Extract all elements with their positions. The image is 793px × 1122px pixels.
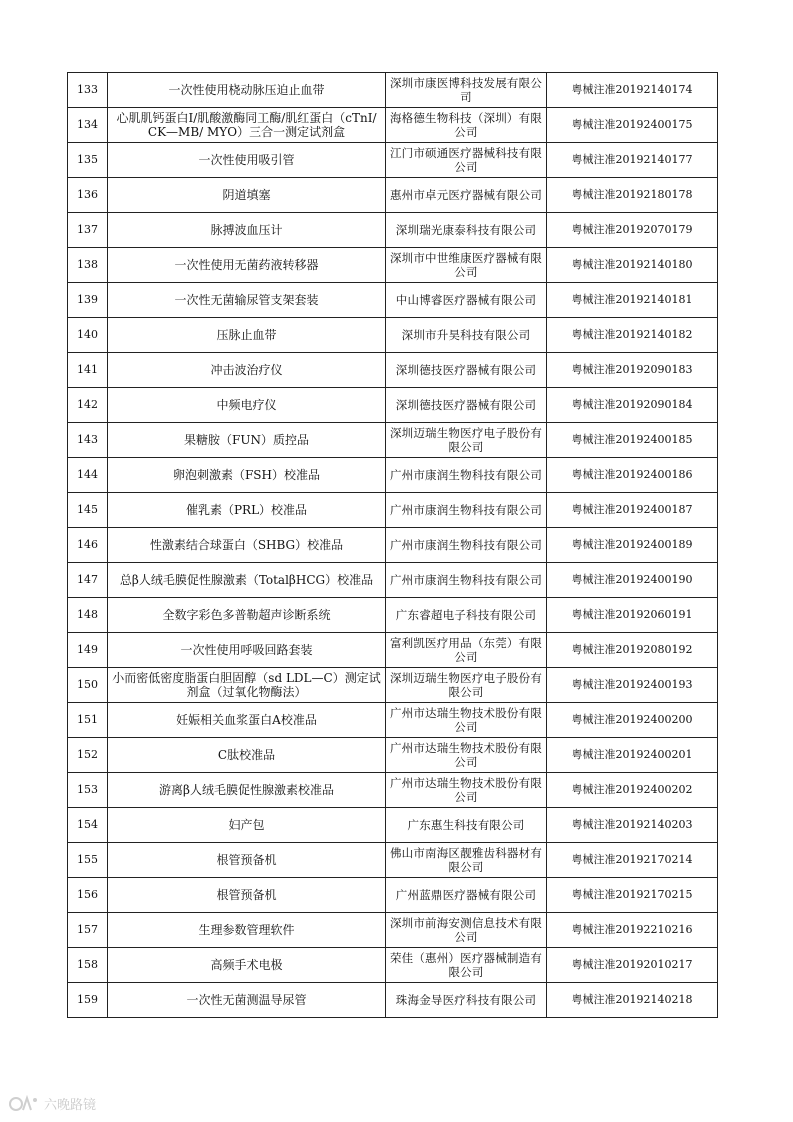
row-number: 136: [68, 178, 108, 213]
row-number: 157: [68, 913, 108, 948]
company-name: 广东惠生科技有限公司: [386, 808, 547, 843]
registration-number: 粤械注准20192400190: [547, 563, 718, 598]
company-name: 富利凯医疗用品（东莞）有限公司: [386, 633, 547, 668]
product-name: 妊娠相关血浆蛋白A校准品: [108, 703, 386, 738]
row-number: 142: [68, 388, 108, 423]
table-row: [68, 388, 718, 423]
table-row: [68, 703, 718, 738]
watermark-text: 六晚路镜: [44, 1098, 97, 1113]
table-row: [68, 738, 718, 773]
company-name: 广州市达瑞生物技术股份有限公司: [386, 703, 547, 738]
row-number: 149: [68, 633, 108, 668]
table-row: [68, 633, 718, 668]
company-name: 广州市康润生物科技有限公司: [386, 528, 547, 563]
product-name: 中频电疗仪: [108, 388, 386, 423]
row-number: 151: [68, 703, 108, 738]
registration-number: 粤械注准20192140182: [547, 318, 718, 353]
table-row: [68, 213, 718, 248]
company-name: 江门市硕通医疗器械科技有限公司: [386, 143, 547, 178]
company-name: 中山博睿医疗器械有限公司: [386, 283, 547, 318]
registration-number: 粤械注准20192140203: [547, 808, 718, 843]
registration-number: 粤械注准20192140218: [547, 983, 718, 1018]
row-number: 138: [68, 248, 108, 283]
table-row: [68, 493, 718, 528]
registration-number: 粤械注准20192400193: [547, 668, 718, 703]
table-row: [68, 983, 718, 1018]
product-name: 催乳素（PRL）校准品: [108, 493, 386, 528]
company-name: 广东睿超电子科技有限公司: [386, 598, 547, 633]
table-row: [68, 843, 718, 878]
row-number: 135: [68, 143, 108, 178]
registration-number: 粤械注准20192090184: [547, 388, 718, 423]
table-row: [68, 178, 718, 213]
row-number: 140: [68, 318, 108, 353]
row-number: 143: [68, 423, 108, 458]
company-name: 深圳市中世维康医疗器械有限公司: [386, 248, 547, 283]
product-name: 总β人绒毛膜促性腺激素（TotalβHCG）校准品: [108, 563, 386, 598]
product-name: 一次性使用呼吸回路套装: [108, 633, 386, 668]
table-row: [68, 248, 718, 283]
row-number: 155: [68, 843, 108, 878]
table-row: [68, 528, 718, 563]
product-name: 小而密低密度脂蛋白胆固醇（sd LDL—C）测定试剂盒（过氧化物酶法）: [108, 668, 386, 703]
row-number: 134: [68, 108, 108, 143]
product-name: 脉搏波血压计: [108, 213, 386, 248]
product-name: 一次性无菌测温导尿管: [108, 983, 386, 1018]
product-name: 妇产包: [108, 808, 386, 843]
product-name: 心肌肌钙蛋白I/肌酸激酶同工酶/肌红蛋白（cTnI/ CK—MB/ MYO）三合一测定试剂盒: [108, 108, 386, 143]
row-number: 148: [68, 598, 108, 633]
table-row: [68, 668, 718, 703]
product-name: 一次性使用吸引管: [108, 143, 386, 178]
company-name: 佛山市南海区靓雅齿科器材有限公司: [386, 843, 547, 878]
registration-number: 粤械注准20192140174: [547, 73, 718, 108]
product-name: 阴道填塞: [108, 178, 386, 213]
table-row: [68, 423, 718, 458]
registration-number: 粤械注准20192210216: [547, 913, 718, 948]
row-number: 144: [68, 458, 108, 493]
registration-number: 粤械注准20192400175: [547, 108, 718, 143]
company-name: 深圳瑞光康泰科技有限公司: [386, 213, 547, 248]
registration-number: 粤械注准20192170214: [547, 843, 718, 878]
company-name: 深圳迈瑞生物医疗电子股份有限公司: [386, 668, 547, 703]
row-number: 156: [68, 878, 108, 913]
row-number: 146: [68, 528, 108, 563]
company-name: 广州市康润生物科技有限公司: [386, 458, 547, 493]
product-name: 一次性无菌输尿管支架套装: [108, 283, 386, 318]
row-number: 154: [68, 808, 108, 843]
company-name: 深圳市康医博科技发展有限公司: [386, 73, 547, 108]
company-name: 荣佳（惠州）医疗器械制造有限公司: [386, 948, 547, 983]
registration-number: 粤械注准20192400189: [547, 528, 718, 563]
registration-number: 粤械注准20192090183: [547, 353, 718, 388]
registration-number: 粤械注准20192070179: [547, 213, 718, 248]
company-name: 广州市康润生物科技有限公司: [386, 493, 547, 528]
company-name: 深圳德技医疗器械有限公司: [386, 353, 547, 388]
row-number: 150: [68, 668, 108, 703]
registration-number: 粤械注准20192180178: [547, 178, 718, 213]
registration-number: 粤械注准20192060191: [547, 598, 718, 633]
row-number: 153: [68, 773, 108, 808]
company-name: 广州市康润生物科技有限公司: [386, 563, 547, 598]
product-name: 一次性使用无菌药液转移器: [108, 248, 386, 283]
company-name: 广州市达瑞生物技术股份有限公司: [386, 738, 547, 773]
table-row: [68, 108, 718, 143]
registration-number: 粤械注准20192140180: [547, 248, 718, 283]
product-name: 果糖胺（FUN）质控品: [108, 423, 386, 458]
table-row: [68, 948, 718, 983]
company-name: 广州蓝鼎医疗器械有限公司: [386, 878, 547, 913]
watermark: [8, 1094, 96, 1113]
watermark-logo-icon: [8, 1095, 38, 1113]
row-number: 159: [68, 983, 108, 1018]
product-name: C肽校准品: [108, 738, 386, 773]
product-name: 生理参数管理软件: [108, 913, 386, 948]
table-row: [68, 143, 718, 178]
row-number: 139: [68, 283, 108, 318]
product-name: 根管预备机: [108, 843, 386, 878]
product-name: 游离β人绒毛膜促性腺激素校准品: [108, 773, 386, 808]
table-row: [68, 353, 718, 388]
registration-number: 粤械注准20192170215: [547, 878, 718, 913]
table-row: [68, 913, 718, 948]
registration-number: 粤械注准20192400185: [547, 423, 718, 458]
table-row: [68, 73, 718, 108]
company-name: 珠海金导医疗科技有限公司: [386, 983, 547, 1018]
row-number: 158: [68, 948, 108, 983]
product-name: 卵泡刺激素（FSH）校准品: [108, 458, 386, 493]
row-number: 147: [68, 563, 108, 598]
row-number: 145: [68, 493, 108, 528]
row-number: 141: [68, 353, 108, 388]
product-name: 冲击波治疗仪: [108, 353, 386, 388]
table-row: [68, 773, 718, 808]
row-number: 133: [68, 73, 108, 108]
table-row: [68, 598, 718, 633]
company-name: 惠州市卓元医疗器械有限公司: [386, 178, 547, 213]
company-name: 深圳迈瑞生物医疗电子股份有限公司: [386, 423, 547, 458]
table-row: [68, 878, 718, 913]
table-row: [68, 808, 718, 843]
registration-number: 粤械注准20192400202: [547, 773, 718, 808]
company-name: 深圳市前海安测信息技术有限公司: [386, 913, 547, 948]
product-name: 高频手术电极: [108, 948, 386, 983]
registration-number: 粤械注准20192400200: [547, 703, 718, 738]
registration-number: 粤械注准20192140181: [547, 283, 718, 318]
table-row: [68, 458, 718, 493]
table-row: [68, 563, 718, 598]
registration-number: 粤械注准20192400201: [547, 738, 718, 773]
company-name: 深圳市升昊科技有限公司: [386, 318, 547, 353]
product-name: 一次性使用桡动脉压迫止血带: [108, 73, 386, 108]
registration-number: 粤械注准20192400187: [547, 493, 718, 528]
company-name: 广州市达瑞生物技术股份有限公司: [386, 773, 547, 808]
row-number: 152: [68, 738, 108, 773]
registration-number: 粤械注准20192140177: [547, 143, 718, 178]
product-name: 压脉止血带: [108, 318, 386, 353]
registration-number: 粤械注准20192080192: [547, 633, 718, 668]
registration-number: 粤械注准20192400186: [547, 458, 718, 493]
product-name: 全数字彩色多普勒超声诊断系统: [108, 598, 386, 633]
registration-table: [67, 72, 718, 1018]
row-number: 137: [68, 213, 108, 248]
registration-number: 粤械注准20192010217: [547, 948, 718, 983]
product-name: 性激素结合球蛋白（SHBG）校准品: [108, 528, 386, 563]
product-name: 根管预备机: [108, 878, 386, 913]
table-row: [68, 318, 718, 353]
table-row: [68, 283, 718, 318]
company-name: 深圳德技医疗器械有限公司: [386, 388, 547, 423]
company-name: 海格德生物科技（深圳）有限公司: [386, 108, 547, 143]
